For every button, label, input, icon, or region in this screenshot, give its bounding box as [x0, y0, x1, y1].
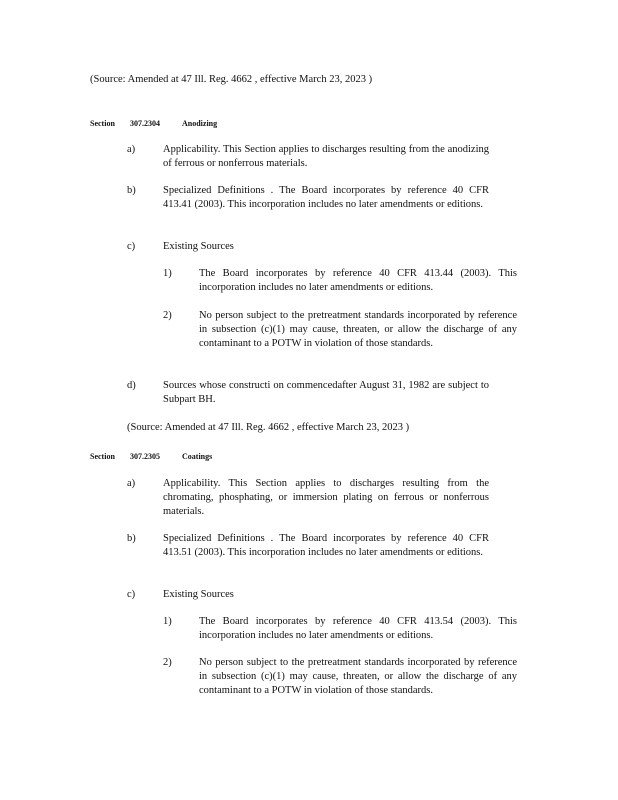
subsection-text: Sources whose constructi on commencedafter August 31, 1982 are subject to Subpart BH. — [163, 380, 489, 405]
subsection-text: No person subject to the pretreatment standards incorporated by reference in subsection (c)(1) may cause, threaten, or allow the discharge of any contaminant to a POTW in violation of those standards. — [199, 657, 517, 696]
subsection-text: Specialized Definitions . The Board incorporates by reference 40 CFR 413.51 (2003). This incorporation includes no later amendments or editions. — [163, 533, 489, 558]
subsection-text: The Board incorporates by reference 40 CFR 413.54 (2003). This incorporation includes no later amendments or editions. — [199, 616, 517, 641]
subsection-text: Specialized Definitions . The Board incorporates by reference 40 CFR 413.41 (2003). This incorporation includes no later amendments or editions. — [163, 185, 489, 210]
section-title: Anodizing — [182, 119, 218, 128]
subsection-text: No person subject to the pretreatment standards incorporated by reference in subsection (c)(1) may cause, threaten, or allow the discharge of any contaminant to a POTW in violation of those standards. — [199, 310, 517, 349]
section-number: 307.2304 — [130, 119, 160, 128]
section-heading — [90, 450, 213, 464]
source-note: (Source: Amended at 47 Ill. Reg. 4662 , effective March 23, 2023 ) — [90, 74, 373, 85]
subsection-text: Existing Sources — [163, 241, 234, 252]
subsection-label: a) — [127, 144, 136, 155]
section-heading — [90, 117, 218, 131]
subsection-label: 2) — [163, 310, 172, 321]
subsection-label: b) — [127, 185, 136, 196]
subsection-label: 2) — [163, 657, 172, 668]
section-prefix: Section — [90, 119, 115, 128]
subsection-label: c) — [127, 589, 136, 600]
subsection-text: The Board incorporates by reference 40 CFR 413.44 (2003). This incorporation includes no later amendments or editions. — [199, 268, 517, 293]
subsection-label: 1) — [163, 268, 172, 279]
subsection-text: Applicability. This Section applies to discharges resulting from the anodizing of ferrous or nonferrous materials. — [163, 144, 489, 169]
subsection-label: a) — [127, 478, 136, 489]
subsection-text: Existing Sources — [163, 589, 234, 600]
subsection-label: d) — [127, 380, 136, 391]
subsection-text: Applicability. This Section applies to discharges resulting from the chromating, phosphating, or immersion plating on ferrous or nonferrous materials. — [163, 478, 489, 517]
subsection-label: 1) — [163, 616, 172, 627]
section-prefix: Section — [90, 452, 115, 461]
subsection-label: c) — [127, 241, 136, 252]
subsection-label: b) — [127, 533, 136, 544]
section-title: Coatings — [182, 452, 213, 461]
source-note: (Source: Amended at 47 Ill. Reg. 4662 , effective March 23, 2023 ) — [127, 422, 410, 433]
section-number: 307.2305 — [130, 452, 160, 461]
